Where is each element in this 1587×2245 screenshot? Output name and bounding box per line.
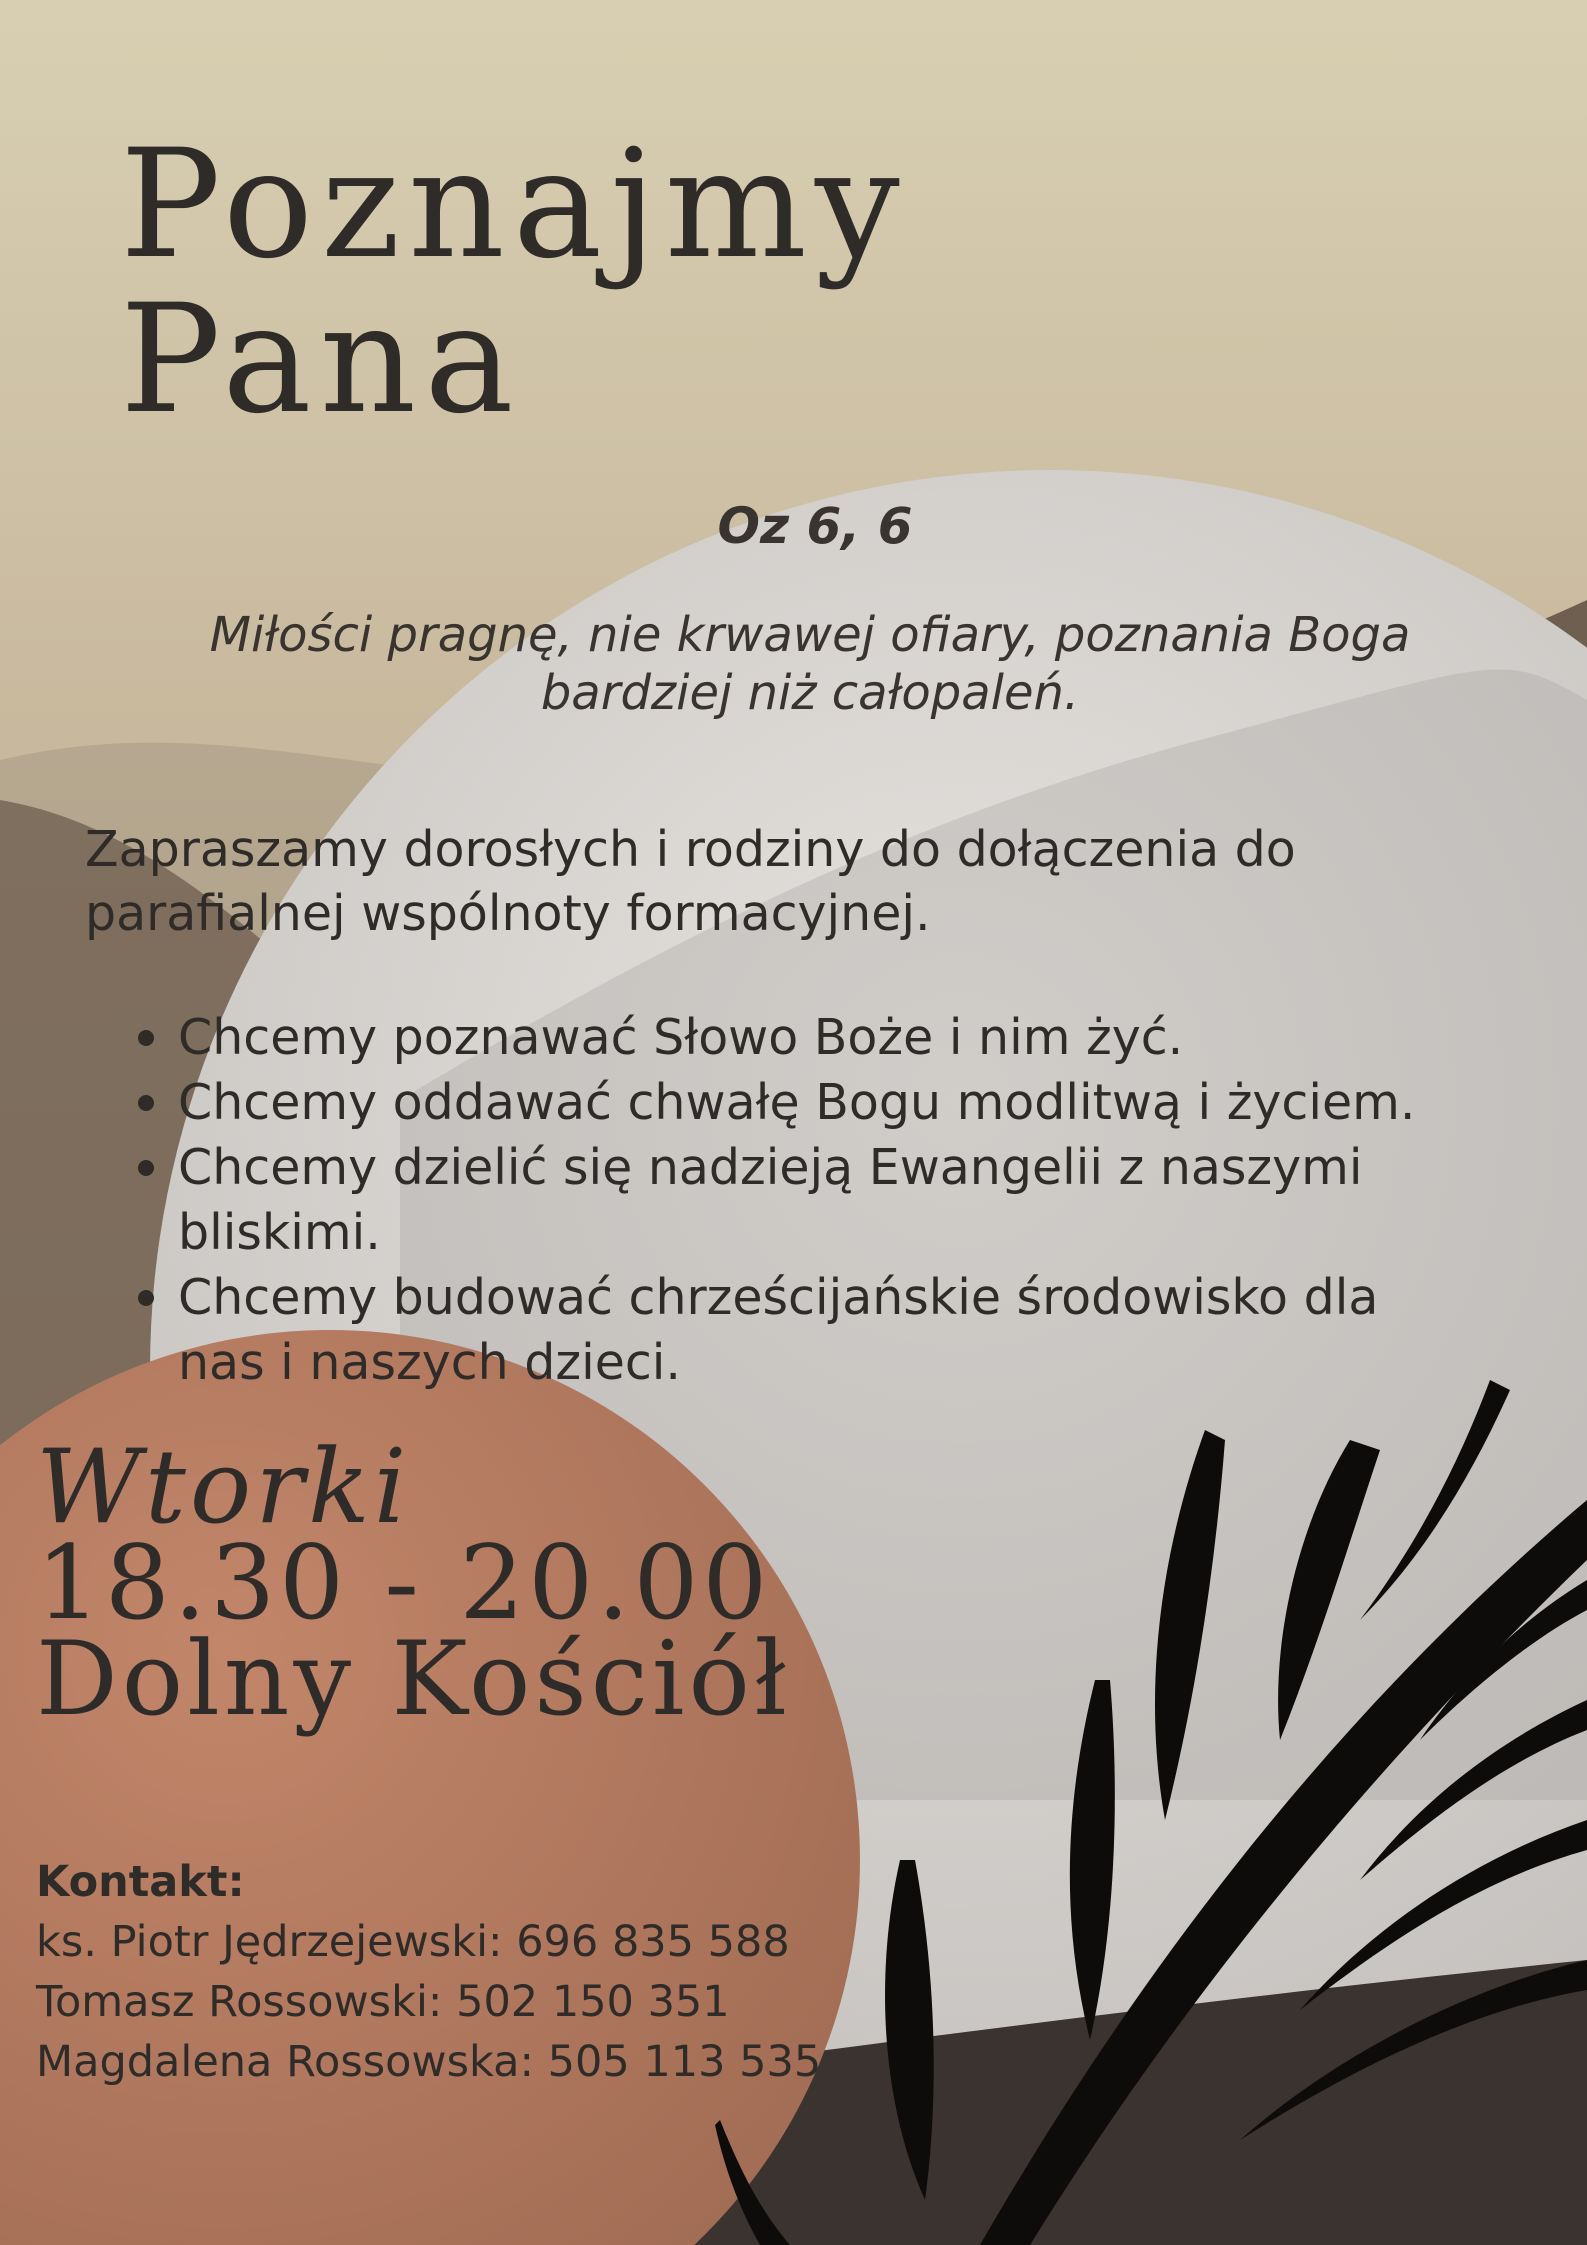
goal-item: Chcemy budować chrześcijańskie środowisko dla nas i naszych dzieci.	[178, 1265, 1478, 1395]
contact-heading: Kontakt:	[36, 1857, 245, 1907]
invitation-line-1: Zapraszamy dorosłych i rodziny do dołączenia do	[85, 821, 1296, 878]
invitation-line-2: parafialnej wspólnoty formacyjnej.	[85, 885, 931, 942]
schedule-day: Wtorki	[36, 1428, 411, 1547]
verse-text-line-2: bardziej niż całopaleń.	[540, 665, 1080, 721]
goal-item: Chcemy poznawać Słowo Boże i nim żyć.	[178, 1005, 1478, 1070]
schedule-time: 18.30 - 20.00	[36, 1524, 772, 1643]
contact-block	[36, 1852, 821, 2092]
contact-person: ks. Piotr Jędrzejewski: 696 835 588	[36, 1917, 790, 1967]
invitation-text	[85, 818, 1485, 946]
contact-person: Tomasz Rossowski: 502 150 351	[36, 1977, 730, 2027]
verse-text	[150, 606, 1470, 722]
title-line-2: Pana	[120, 273, 522, 447]
goal-item: Chcemy oddawać chwałę Bogu modlitwą i życiem.	[178, 1070, 1478, 1135]
goal-item: Chcemy dzielić się nadzieją Ewangelii z naszymi bliskimi.	[178, 1135, 1478, 1265]
verse-reference: Oz 6, 6	[717, 497, 913, 555]
verse-text-line-1: Miłości pragnę, nie krwawej ofiary, poznania Boga	[209, 607, 1411, 663]
schedule-block	[36, 1428, 791, 1739]
page-title	[120, 118, 908, 447]
contact-person: Magdalena Rossowska: 505 113 535	[36, 2037, 822, 2087]
schedule-place: Dolny Kościół	[36, 1620, 791, 1739]
title-line-1: Poznajmy	[120, 118, 908, 292]
goals-list	[178, 1005, 1478, 1395]
